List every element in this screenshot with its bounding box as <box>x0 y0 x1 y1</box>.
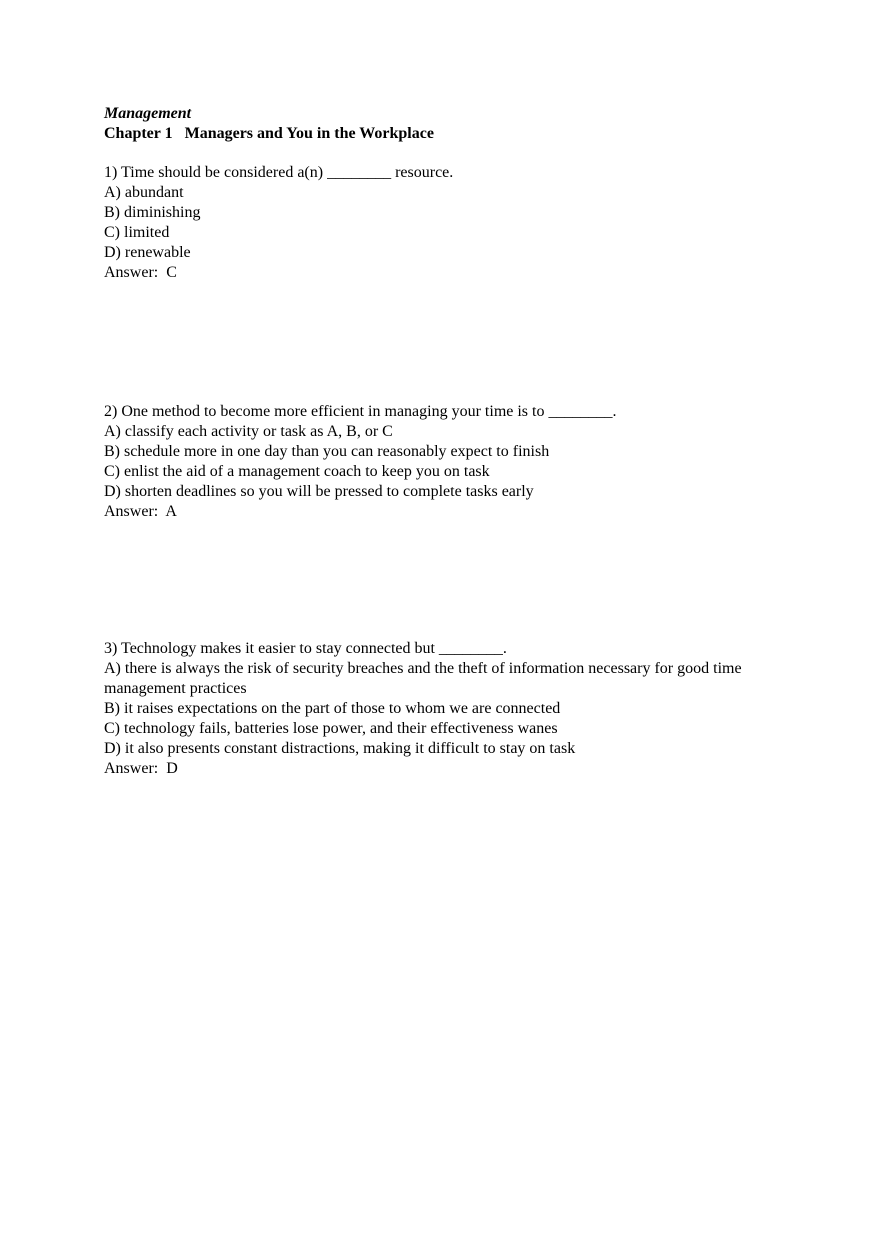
option-a: A) classify each activity or task as A, B, or C <box>104 423 393 440</box>
answer-line: Answer: D <box>104 760 178 777</box>
option-d: D) renewable <box>104 244 191 261</box>
option-a: A) there is always the risk of security breaches and the theft of information necessary for good time management practices <box>104 660 746 697</box>
option-b: B) schedule more in one day than you can reasonably expect to finish <box>104 443 550 460</box>
document-header <box>104 104 434 144</box>
option-c: C) limited <box>104 224 170 241</box>
option-a: A) abundant <box>104 184 184 201</box>
answer-line: Answer: A <box>104 503 177 520</box>
question-stem: 1) Time should be considered a(n) ________ resource. <box>104 164 454 181</box>
option-b: B) diminishing <box>104 204 201 221</box>
option-b: B) it raises expectations on the part of those to whom we are connected <box>104 700 561 717</box>
question-3 <box>104 639 774 779</box>
question-stem: 3) Technology makes it easier to stay connected but ________. <box>104 640 507 657</box>
question-stem: 2) One method to become more efficient in managing your time is to ________. <box>104 403 617 420</box>
option-d: D) shorten deadlines so you will be pressed to complete tasks early <box>104 483 534 500</box>
answer-line: Answer: C <box>104 264 177 281</box>
option-c: C) enlist the aid of a management coach to keep you on task <box>104 463 490 480</box>
question-1 <box>104 163 774 283</box>
question-2 <box>104 402 774 522</box>
option-c: C) technology fails, batteries lose power, and their effectiveness wanes <box>104 720 558 737</box>
option-d: D) it also presents constant distractions, making it difficult to stay on task <box>104 740 576 757</box>
chapter-title: Chapter 1 Managers and You in the Workplace <box>104 125 434 142</box>
course-title: Management <box>104 105 192 122</box>
